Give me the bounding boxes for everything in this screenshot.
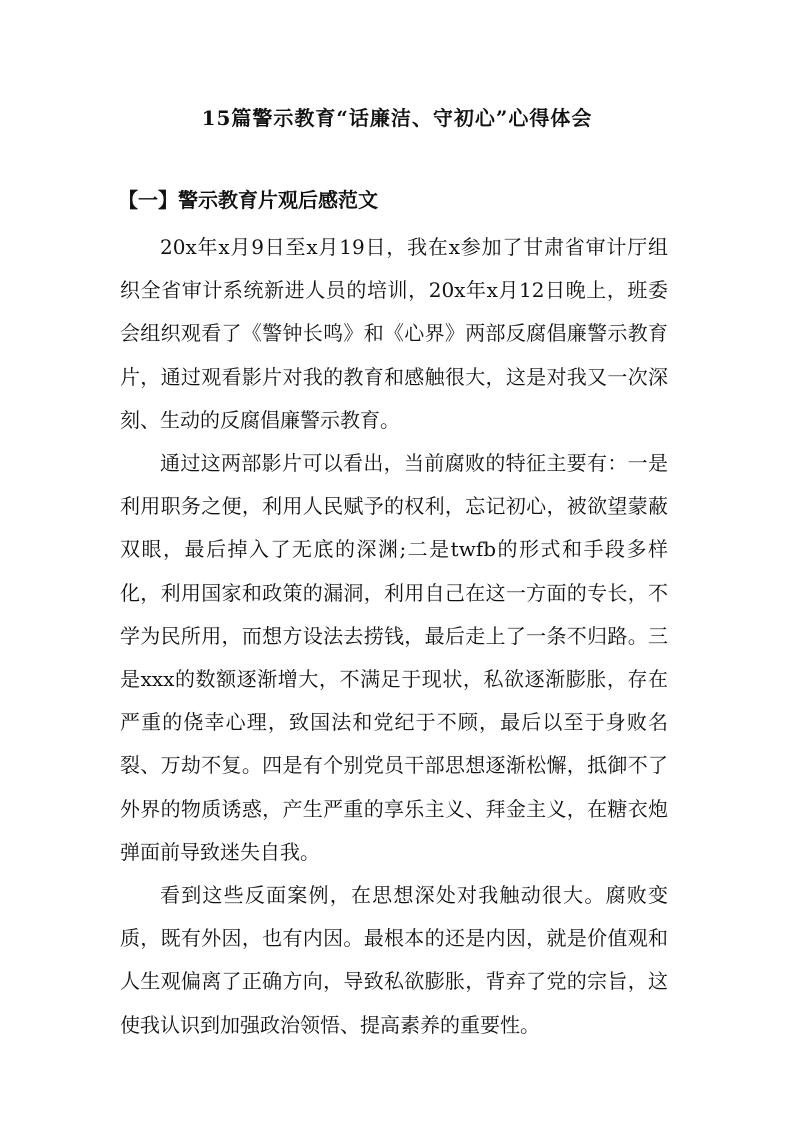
body-paragraph: 20x年x月9日至x月19日，我在x参加了甘肃省审计厅组织全省审计系统新进人员的培训，20x年x月12日晚上，班委会组织观看了《警钟长鸣》和《心界》两部反腐倡廉警示教育片，通过观看影片对我的教育和感触很大，这是对我又一次深刻、生动的反腐倡廉警示教育。 [120,235,668,432]
body-paragraph: 看到这些反面案例，在思想深处对我触动很大。腐败变质，既有外因，也有内因。最根本的还是内因，就是价值观和人生观偏离了正确方向，导致私欲膨胀，背弃了党的宗旨，这使我认识到加强政治领悟、提高素养的重要性。 [120,883,668,1037]
body-paragraph: 通过这两部影片可以看出，当前腐败的特征主要有：一是利用职务之便，利用人民赋予的权利，忘记初心，被欲望蒙蔽双眼，最后掉入了无底的深渊;二是twfb的形式和手段多样化，利用国家和政策的漏洞，利用自己在这一方面的专长，不学为民所用，而想方设法去捞钱，最后走上了一条不归路。三是xxx的数额逐渐增大，不满足于现状，私欲逐渐膨胀，存在严重的侥幸心理，致国法和党纪于不顾，最后以至于身败名裂、万劫不复。四是有个别党员干部思想逐渐松懈，抵御不了外界的物质诱惑，产生严重的享乐主义、拜金主义，在糖衣炮弹面前导致迷失自我。 [120,451,668,864]
document-body [120,226,668,1047]
document-title: 15篇警示教育“话廉洁、守初心”心得体会 [201,106,593,130]
section-heading: 【一】警示教育片观后感范文 [118,188,378,212]
